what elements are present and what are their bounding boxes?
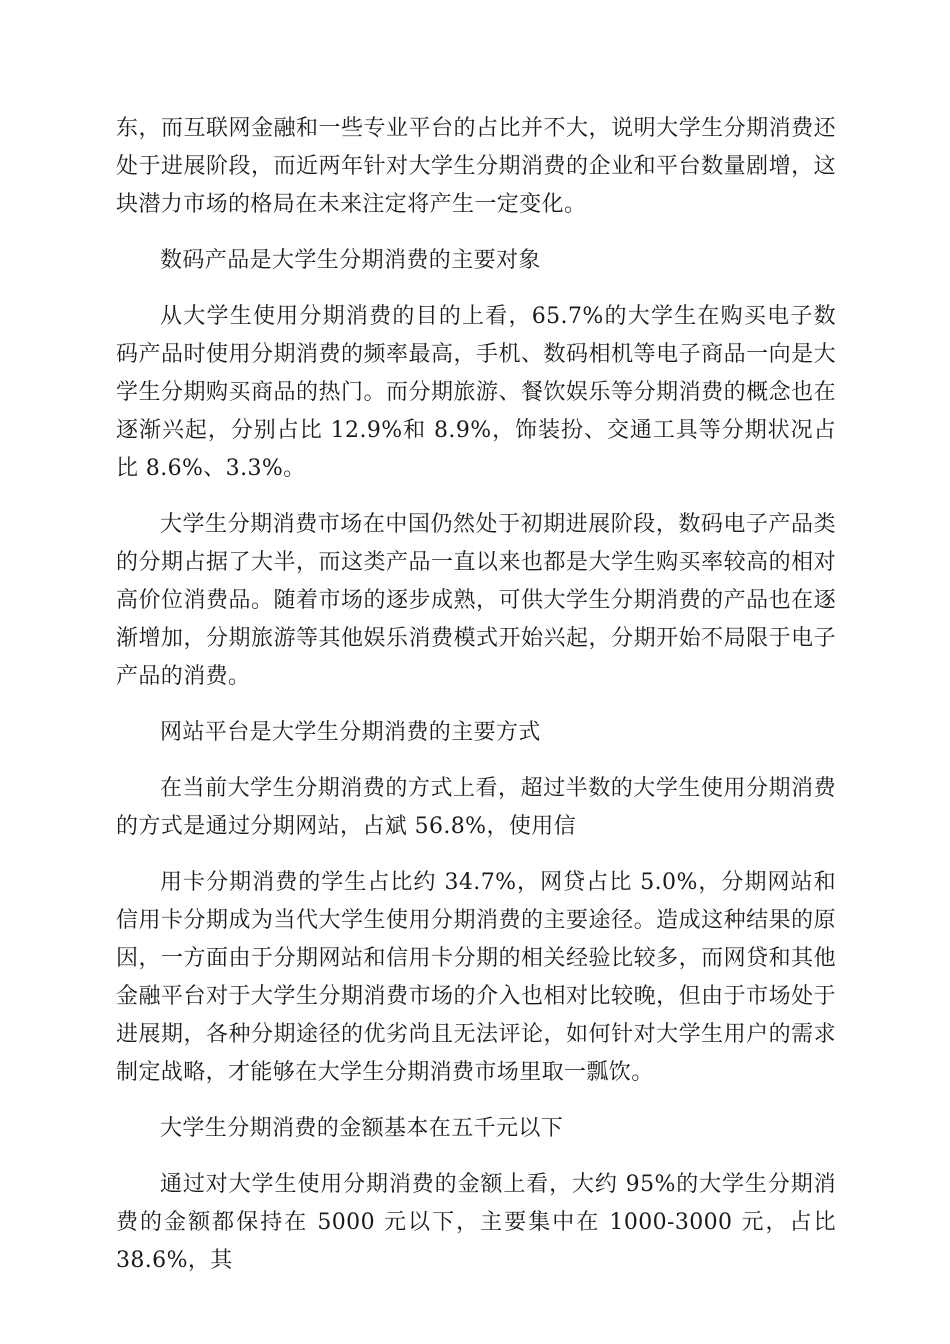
paragraph-method-stats: 在当前大学生分期消费的方式上看，超过半数的大学生使用分期消费的方式是通过分期网站，占斌 56.8%，使用信: [116, 776, 836, 839]
document-body: [116, 110, 836, 1298]
paragraph-market-pattern: 东，而互联网金融和一些专业平台的占比并不大，说明大学生分期消费还处于进展阶段，而近两年针对大学生分期消费的企业和平台数量剧增，这块潜力市场的格局在未来注定将产生一定变化。: [116, 116, 836, 217]
paragraph-amount-stats: 通过对大学生使用分期消费的金额上看，大约 95%的大学生分期消费的金额都保持在 5000 元以下，主要集中在 1000-3000 元，占比 38.6%，其: [116, 1172, 836, 1273]
paragraph-credit-card-stats: 用卡分期消费的学生占比约 34.7%，网贷占比 5.0%，分期网站和信用卡分期成为当代大学生使用分期消费的主要途径。造成这种结果的原因，一方面由于分期网站和信用卡分期的相关经验比较多，而网贷和其他金融平台对于大学生分期消费市场的介入也相对比较晚，但由于市场处于进展期，各种分期途径的优劣尚且无法评论，如何针对大学生用户的需求制定战略，才能够在大学生分期消费市场里取一瓢饮。: [116, 870, 836, 1085]
heading-website-platforms: 网站平台是大学生分期消费的主要方式: [160, 720, 541, 745]
paragraph-market-stage: 大学生分期消费市场在中国仍然处于初期进展阶段，数码电子产品类的分期占据了大半，而这类产品一直以来也都是大学生购买率较高的相对高价位消费品。随着市场的逐步成熟，可供大学生分期消费的产品也在逐渐增加，分期旅游等其他娱乐消费模式开始兴起，分期开始不局限于电子产品的消费。: [116, 512, 836, 689]
paragraph-purpose-stats: 从大学生使用分期消费的目的上看，65.7%的大学生在购买电子数码产品时使用分期消费的频率最高，手机、数码相机等电子商品一向是大学生分期购买商品的热门。而分期旅游、餐饮娱乐等分期消费的概念也在逐渐兴起，分别占比 12.9%和 8.9%，饰装扮、交通工具等分期状况占比 8.6%、3.3%。: [116, 304, 836, 481]
heading-amount-range: 大学生分期消费的金额基本在五千元以下: [160, 1116, 564, 1141]
heading-digital-products: 数码产品是大学生分期消费的主要对象: [160, 248, 541, 273]
